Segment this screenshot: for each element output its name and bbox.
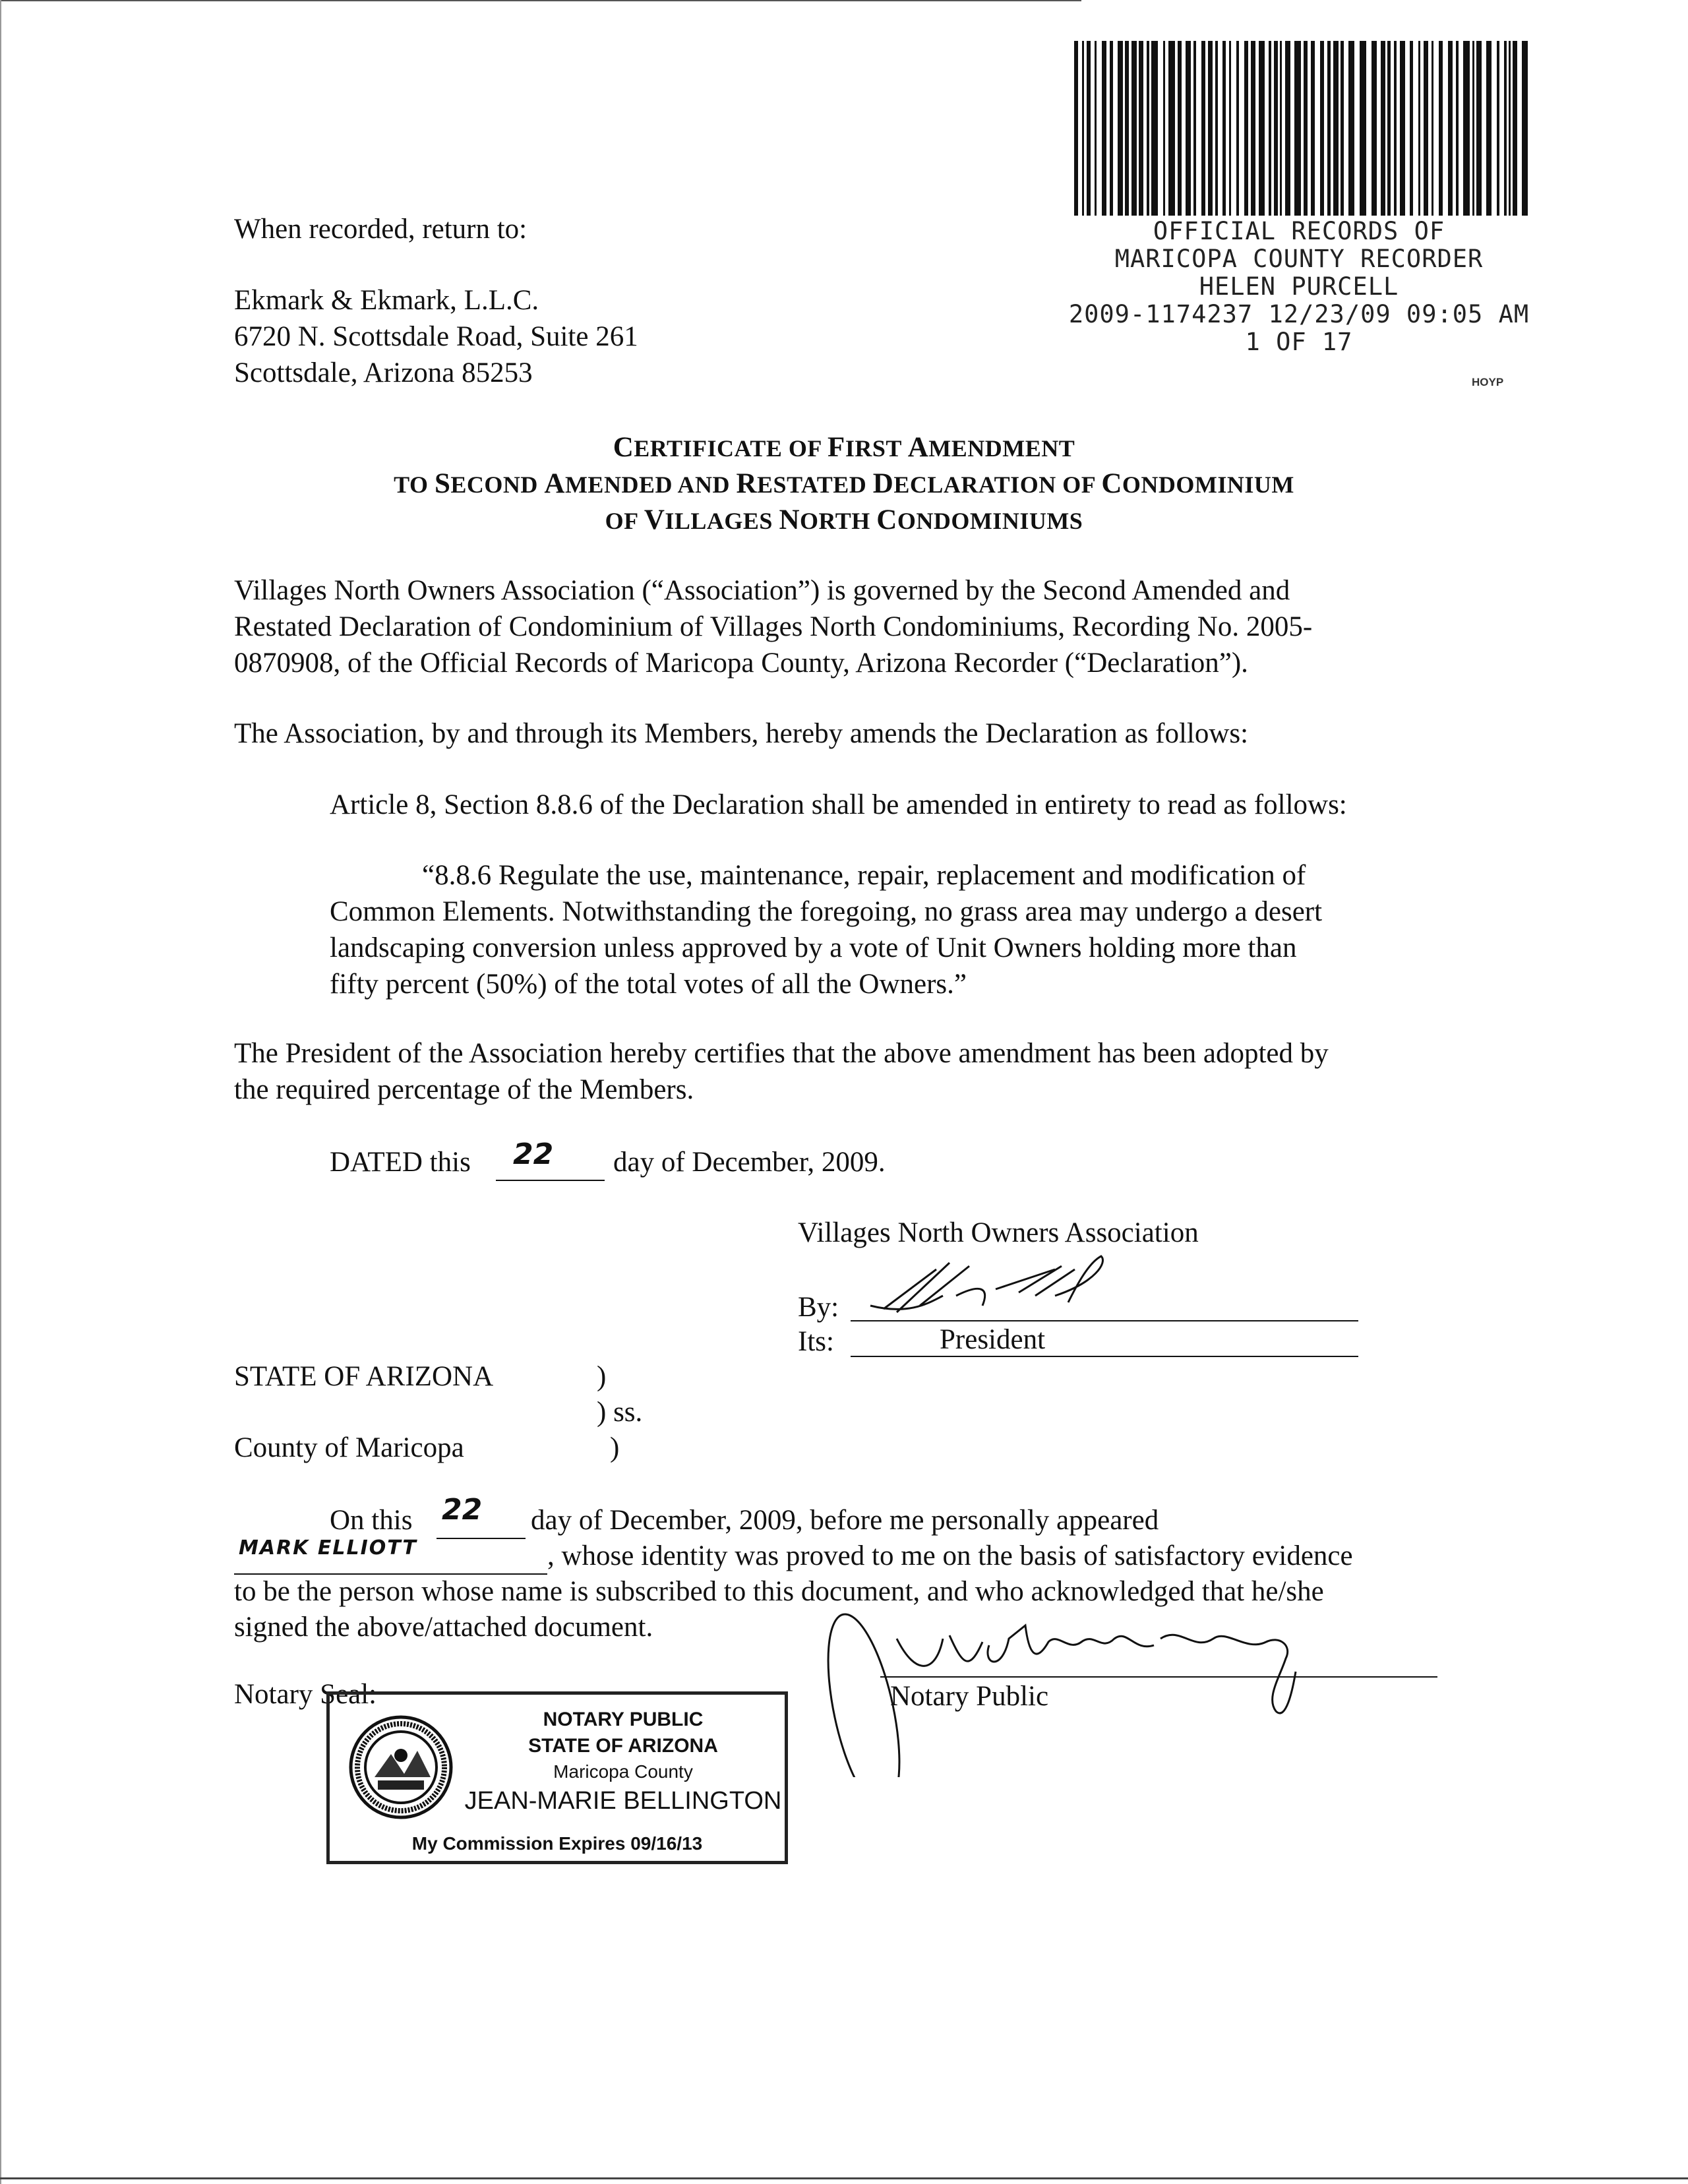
venue-state: STATE OF ARIZONA (234, 1361, 494, 1392)
return-address-2: Scottsdale, Arizona 85253 (234, 357, 533, 388)
ack-line-2-suffix: , whose identity was proved to me on the basis of satisfactory evidence (547, 1540, 1353, 1571)
venue-paren-3: ) (610, 1432, 620, 1463)
notary-public-label: Notary Public (890, 1681, 1049, 1712)
recorder-block (1042, 218, 1556, 356)
cert-line-2: the required percentage of the Members. (234, 1074, 694, 1105)
stamp-text (462, 1707, 785, 1817)
ack-name-handwritten: MARK ELLIOTT (239, 1536, 417, 1560)
venue-county: County of Maricopa (234, 1432, 464, 1463)
paragraph-intro (234, 572, 1312, 681)
page-count: 1 OF 17 (1245, 328, 1353, 356)
quote-line-2: Common Elements. Notwithstanding the foregoing, no grass area may undergo a desert (330, 896, 1323, 927)
return-name: Ekmark & Ekmark, L.L.C. (234, 285, 539, 316)
intro-line-2: Restated Declaration of Condominium of Villages North Condominiums, Recording No. 2005- (234, 611, 1313, 642)
ack-line-3: to be the person whose name is subscribed to this document, and who acknowledged that he/she (234, 1576, 1324, 1607)
scan-top-edge (0, 0, 1081, 1)
its-label: Its: (798, 1326, 834, 1357)
venue-ss: ) ss. (597, 1397, 643, 1428)
signature-org: Villages North Owners Association (798, 1217, 1199, 1248)
stamp-expires: My Commission Expires 09/16/13 (411, 1833, 703, 1854)
paragraph-certification (234, 1035, 1329, 1108)
paragraph-amends: The Association, by and through its Members, hereby amends the Declaration as follows: (234, 718, 1249, 749)
dated-line (330, 1144, 471, 1180)
return-address-1: 6720 N. Scottsdale Road, Suite 261 (234, 321, 638, 352)
by-label: By: (798, 1292, 839, 1323)
its-value: President (940, 1324, 1046, 1355)
recorder-mark: HOYP (1472, 376, 1504, 388)
paragraph-article: Article 8, Section 8.8.6 of the Declaration shall be amended in entirety to read as follows: (330, 789, 1347, 820)
title-line-2: TO SECOND AMENDED AND RESTATED DECLARATION OF CONDOMINIUM (394, 468, 1294, 499)
president-signature (857, 1243, 1187, 1329)
recorder-line-3: HELEN PURCELL (1199, 272, 1399, 301)
notary-signature (765, 1579, 1358, 1777)
recording-number: 2009-1174237 12/23/09 09:05 AM (1068, 300, 1530, 328)
dated-suffix: day of December, 2009. (613, 1147, 886, 1178)
quote-line-4: fifty percent (50%) of the total votes of all the Owners.” (330, 969, 967, 1000)
scan-left-edge (0, 0, 1, 2184)
scan-bottom-edge (0, 2177, 1688, 2179)
notary-seal-label: Notary Seal: (234, 1679, 377, 1710)
amendment-quote (330, 857, 1322, 1002)
arizona-state-seal (348, 1714, 454, 1820)
venue-paren-1: ) (597, 1361, 607, 1392)
title-line-3: OF VILLAGES NORTH CONDOMINIUMS (605, 504, 1083, 535)
intro-line-1: Villages North Owners Association (“Association”) is governed by the Second Amended and (234, 575, 1290, 606)
ack-line-1-suffix: day of December, 2009, before me personally appeared (531, 1505, 1159, 1536)
ack-day-handwritten: 22 (442, 1493, 483, 1527)
recorder-line-1: OFFICIAL RECORDS OF (1153, 217, 1445, 245)
ack-on-this: On this (330, 1505, 413, 1536)
barcode-image (1071, 41, 1533, 216)
quote-line-3: landscaping conversion unless approved by a vote of Unit Owners holding more than (330, 932, 1297, 963)
stamp-line-2: STATE OF ARIZONA (528, 1735, 718, 1757)
intro-line-3: 0870908, of the Official Records of Maricopa County, Arizona Recorder (“Declaration”). (234, 648, 1248, 679)
stamp-line-1: NOTARY PUBLIC (543, 1709, 704, 1730)
recorder-line-2: MARICOPA COUNTY RECORDER (1114, 245, 1484, 273)
quote-line-1: “8.8.6 Regulate the use, maintenance, repair, replacement and modification of (422, 860, 1306, 891)
stamp-line-3: Maricopa County (553, 1761, 693, 1782)
its-line (851, 1321, 1358, 1357)
document-title (0, 430, 1688, 539)
title-line-1: CERTIFICATE OF FIRST AMENDMENT (613, 432, 1075, 463)
return-address-block (234, 282, 638, 391)
dated-prefix: DATED this (330, 1147, 471, 1178)
cert-line-1: The President of the Association hereby certifies that the above amendment has been adopted by (234, 1038, 1329, 1069)
stamp-notary-name: JEAN-MARIE BELLINGTON (464, 1787, 782, 1815)
notary-stamp (326, 1691, 788, 1864)
return-label: When recorded, return to: (234, 214, 528, 245)
ack-line-4: signed the above/attached document. (234, 1612, 653, 1643)
dated-day-handwritten: 22 (513, 1138, 554, 1171)
